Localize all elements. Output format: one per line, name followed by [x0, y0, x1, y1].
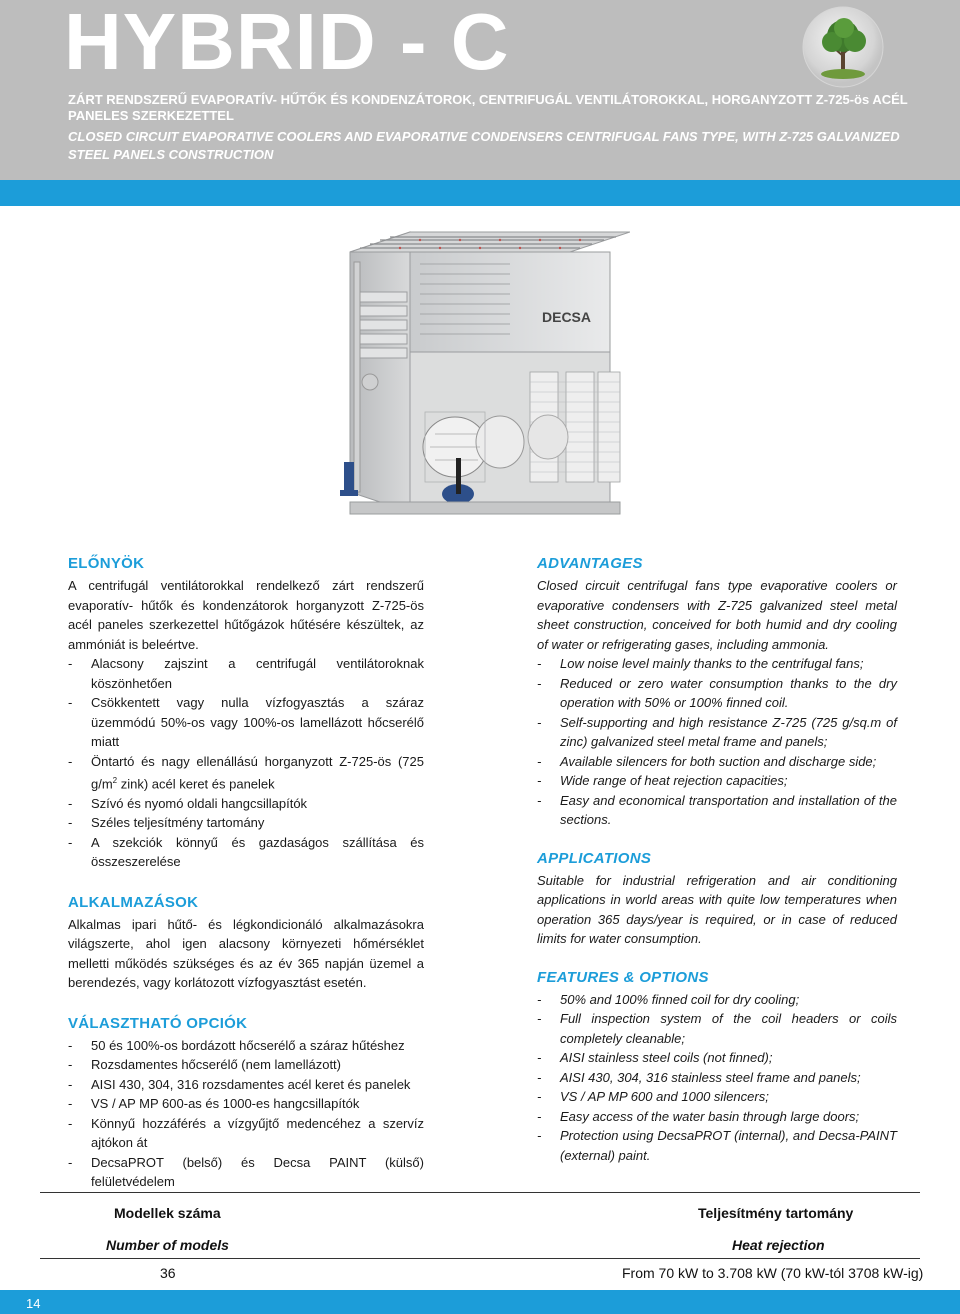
list-item: - Szívó és nyomó oldali hangcsillapítók	[68, 794, 424, 814]
list-item: - Protection using DecsaPROT (internal), and Decsa-PAINT (external) paint.	[537, 1126, 897, 1165]
list-item: - Alacsony zajszint a centrifugál ventilátoroknak köszönhetően	[68, 654, 424, 693]
applications-heading-en: APPLICATIONS	[537, 849, 652, 867]
models-count: 36	[160, 1265, 176, 1281]
applications-text-hu: Alkalmas ipari hűtő- és légkondicionáló alkalmazásokra világszerte, ahol igen alacsony környezeti hőmérséklet melletti működés szükséges és az év 365 napján üzemel a berendezés, vagy korlátozott vízfogyasztást esetén.	[68, 916, 424, 991]
options-list-hu	[68, 1036, 424, 1192]
list-item: - AISI 430, 304, 316 stainless steel frame and panels;	[537, 1068, 897, 1088]
list-item: - Öntartó és nagy ellenállású horganyzott Z-725-ös (725 $g/m^2$ zink) acél keret és panelek	[68, 752, 424, 794]
list-item: - Könnyű hozzáférés a vízgyűjtő medencéhez a szervíz ajtókon át	[68, 1114, 424, 1153]
list-item: - Available silencers for both suction and discharge side;	[537, 752, 897, 772]
header-banner	[0, 0, 960, 180]
page-title: HYBRID - C	[64, 0, 510, 86]
english-column	[537, 554, 897, 1165]
subtitle-english: CLOSED CIRCUIT EVAPORATIVE COOLERS AND EVAPORATIVE CONDENSERS CENTRIFUGAL FANS TYPE, WITH Z-725 GALVANIZED STEEL PANELS CONSTRUCTION	[68, 129, 900, 162]
subtitle-hungarian: ZÁRT RENDSZERŰ EVAPORATÍV- HŰTŐK ÉS KONDENZÁTOROK, CENTRIFUGÁL VENTILÁTOROKKAL, HORGANYZOTT Z-725-ös ACÉL PANELES SZERKEZETTEL	[68, 92, 908, 123]
header-accent-band	[0, 180, 960, 206]
list-item: - Low noise level mainly thanks to the centrifugal fans;	[537, 654, 897, 674]
footer-band	[0, 1290, 960, 1314]
list-item: - Easy access of the water basin through large doors;	[537, 1107, 897, 1127]
page-number: 14	[26, 1296, 41, 1311]
hungarian-column	[68, 554, 424, 1192]
heat-rejection-header-hu: Teljesítmény tartomány	[698, 1205, 854, 1221]
features-list-en	[537, 990, 897, 1166]
heat-rejection-range: From 70 kW to 3.708 kW (70 kW-tól 3708 kW-ig)	[622, 1265, 924, 1281]
list-item: - Wide range of heat rejection capacities;	[537, 771, 897, 791]
advantages-intro-hu: A centrifugál ventilátorokkal rendelkező zárt rendszerű evaporatív- hűtők és kondenzátorok horganyzott Z-725-ös acél paneles szerkezettel hűtőgázok hűtésére készültek, az ammóniát is beleértve.	[68, 578, 424, 652]
tree-globe-icon	[800, 4, 886, 90]
list-item: - Széles teljesítmény tartomány	[68, 813, 424, 833]
advantages-list-en	[537, 654, 897, 830]
features-heading-en: FEATURES & OPTIONS	[537, 968, 709, 986]
models-header-hu: Modellek száma	[114, 1205, 221, 1221]
list-item: - Reduced or zero water consumption thanks to the dry operation with 50% or 100% finned coil.	[537, 674, 897, 713]
models-header-en: Number of models	[106, 1237, 229, 1253]
table-divider	[40, 1258, 920, 1259]
list-item: - A szekciók könnyű és gazdaságos szállítása és összeszerelése	[68, 833, 424, 872]
list-item: - AISI 430, 304, 316 rozsdamentes acél keret és panelek	[68, 1075, 424, 1095]
list-item: - Rozsdamentes hőcserélő (nem lamellázott)	[68, 1055, 424, 1075]
advantages-heading-en: ADVANTAGES	[537, 555, 643, 572]
list-item: - Full inspection system of the coil headers or coils completely cleanable;	[537, 1009, 897, 1048]
brand-logo: DECSA	[542, 309, 592, 325]
list-item: - 50% and 100% finned coil for dry cooling;	[537, 990, 897, 1010]
list-item: - Self-supporting and high resistance Z-725 (725 g/sq.m of zinc) galvanized steel metal frame and panels;	[537, 713, 897, 752]
applications-heading-hu: ALKALMAZÁSOK	[68, 893, 199, 911]
applications-text-en: Suitable for industrial refrigeration and air conditioning applications in world areas with quite low temperatures when operation 365 days/year is required, or in case of reduced limits for water consumption.	[537, 872, 897, 946]
list-item: - AISI stainless steel coils (not finned);	[537, 1048, 897, 1068]
list-item: - 50 és 100%-os bordázott hőcserélő a száraz hűtéshez	[68, 1036, 424, 1056]
list-item: - Easy and economical transportation and installation of the sections.	[537, 791, 897, 830]
cooler-unit-illustration	[330, 222, 630, 530]
list-item: - VS / AP MP 600 and 1000 silencers;	[537, 1087, 897, 1107]
advantages-intro-en: Closed circuit centrifugal fans type evaporative coolers or evaporative condensers with Z-725 galvanized steel metal sheet construction, conceived for both humid and dry cooling of water or refrigerating gases, including ammonia.	[537, 578, 897, 652]
list-item: - Csökkentett vagy nulla vízfogyasztás a száraz üzemmódú 50%-os vagy 100%-os lamellázott hőcserélő miatt	[68, 693, 424, 752]
list-item: - DecsaPROT (belső) és Decsa PAINT (külső) felületvédelem	[68, 1153, 424, 1192]
advantages-list-hu	[68, 654, 424, 872]
options-heading-hu: VÁLASZTHATÓ OPCIÓK	[68, 1014, 248, 1032]
advantages-heading-hu: ELŐNYÖK	[68, 555, 145, 572]
heat-rejection-header-en: Heat rejection	[732, 1237, 825, 1253]
list-item: - VS / AP MP 600-as és 1000-es hangcsillapítók	[68, 1094, 424, 1114]
table-top-divider	[40, 1192, 920, 1193]
